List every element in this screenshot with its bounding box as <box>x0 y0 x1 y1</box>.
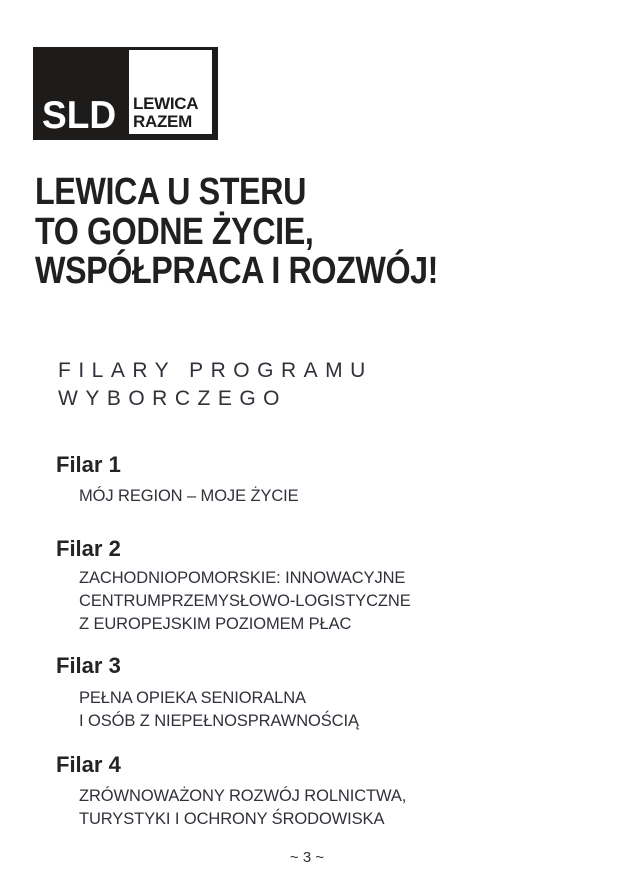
pillar-2-line-1: ZACHODNIOPOMORSKIE: INNOWACYJNE <box>79 569 406 587</box>
pillar-3-line-1: PEŁNA OPIEKA SENIORALNA <box>79 689 306 707</box>
section-title <box>58 357 373 412</box>
section-title-line-2: WYBORCZEGO <box>58 386 288 410</box>
pillar-1-line-1: MÓJ REGION – MOJE ŻYCIE <box>79 487 299 505</box>
pillar-2-description <box>79 567 411 636</box>
pillar-1-title: Filar 1 <box>56 452 121 477</box>
pillar-2-title: Filar 2 <box>56 536 121 561</box>
logo-lewica-razem-text <box>133 95 198 130</box>
pillar-4-description <box>79 785 406 831</box>
logo-lewica-razem-box <box>129 50 212 134</box>
pillar-1-description <box>79 485 299 508</box>
pillar-3-title: Filar 3 <box>56 653 121 678</box>
page-title <box>35 173 438 292</box>
pillar-4-line-2: TURYSTYKI I OCHRONY ŚRODOWISKA <box>79 810 385 828</box>
pillar-4-line-1: ZRÓWNOWAŻONY ROZWÓJ ROLNICTWA, <box>79 787 407 805</box>
logo-razem-line: RAZEM <box>133 111 192 131</box>
page-number: ~ 3 ~ <box>289 849 325 866</box>
page-title-line-2: TO GODNE ŻYCIE, <box>35 210 314 253</box>
page-title-line-1: LEWICA U STERU <box>35 171 306 213</box>
section-title-line-1: FILARY PROGRAMU <box>58 359 373 382</box>
logo-lewica-line: LEWICA <box>133 94 199 113</box>
pillar-2-line-2: CENTRUMPRZEMYSŁOWO-LOGISTYCZNE <box>79 592 411 610</box>
page-title-line-3: WSPÓŁPRACA I ROZWÓJ! <box>35 250 439 292</box>
sld-lewica-razem-logo <box>33 47 218 140</box>
pillar-3-line-2: I OSÓB Z NIEPEŁNOSPRAWNOŚCIĄ <box>79 712 359 730</box>
pillar-4-title: Filar 4 <box>56 752 121 777</box>
pillar-2-line-3: Z EUROPEJSKIM POZIOMEM PŁAC <box>79 615 352 633</box>
pillar-3-description <box>79 687 359 733</box>
logo-sld-text: SLD <box>42 94 117 137</box>
